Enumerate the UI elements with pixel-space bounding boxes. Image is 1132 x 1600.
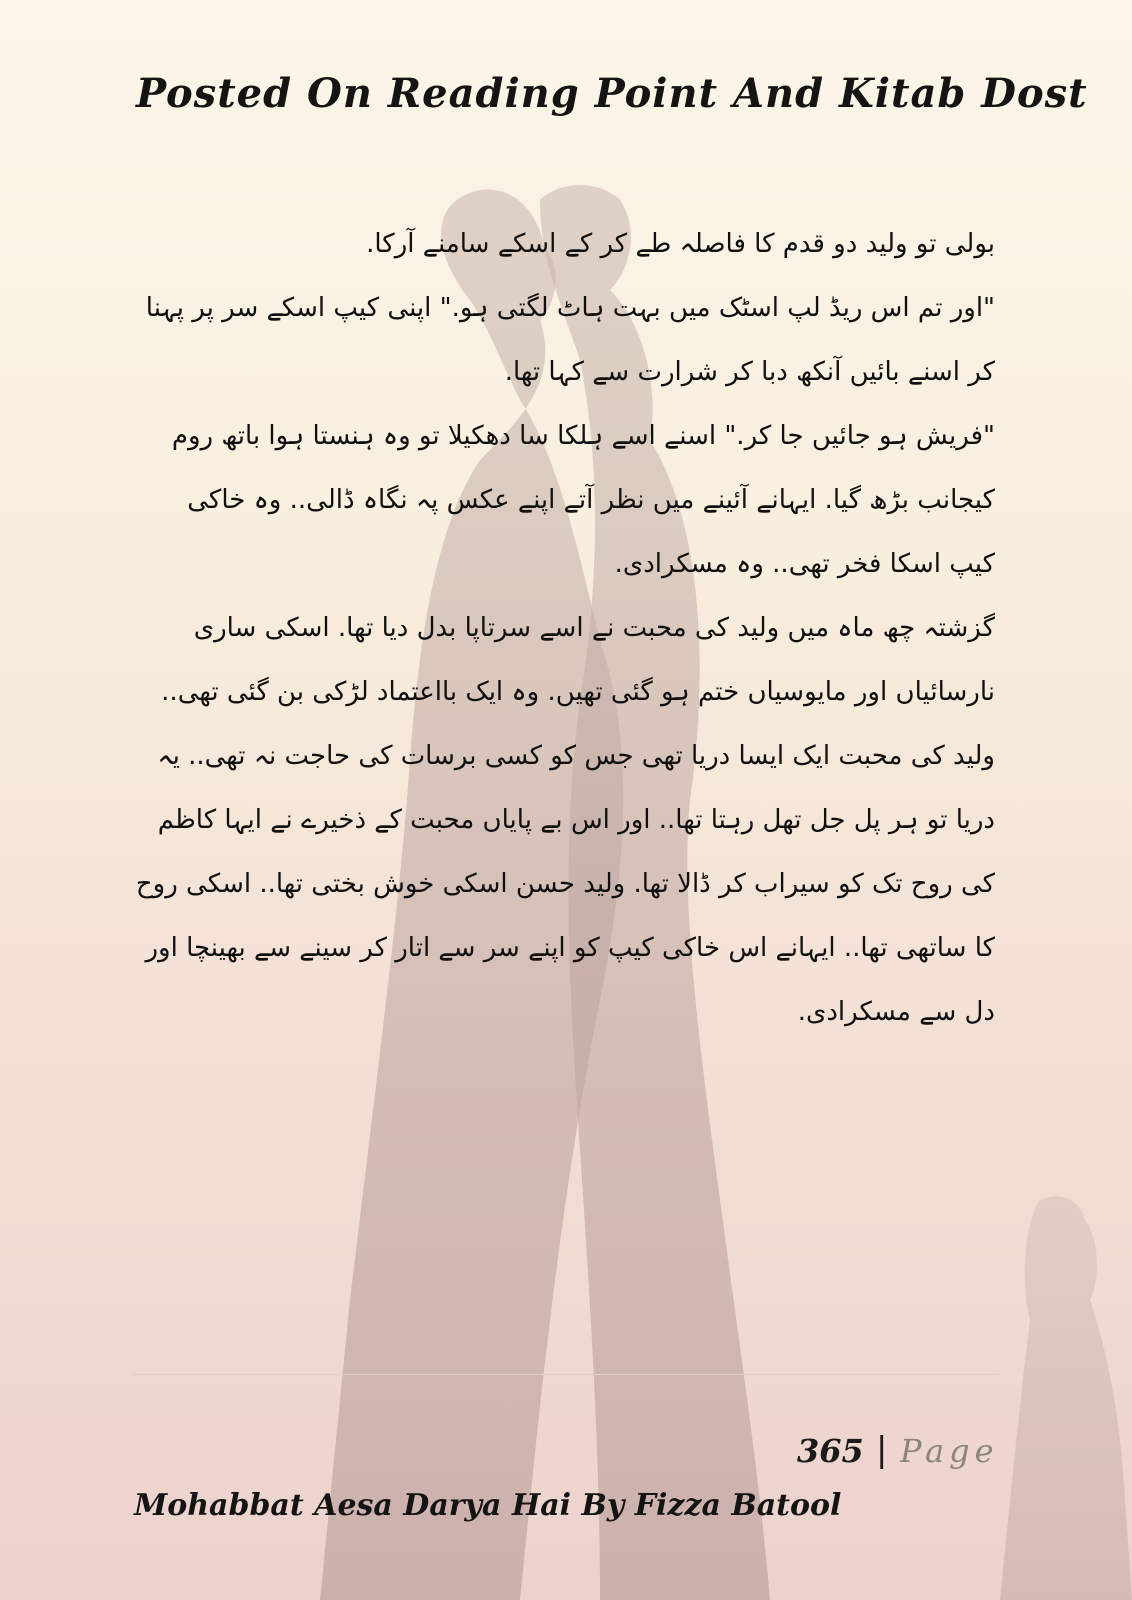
paragraph: "اور تم اس ریڈ لپ اسٹک میں بہت ہاٹ لگتی ہو." اپنی کیپ اسکے سر پر پہنا کر اسنے بائیں آنکھ دبا کر شرارت سے کہا تھا. xyxy=(145,293,995,387)
page-label: Page xyxy=(900,1432,999,1470)
paragraph: "فریش ہو جائیں جا کر." اسنے اسے ہلکا سا دھکیلا تو وہ ہنستا ہوا باتھ روم کیجانب بڑھ گیا. ایہانے آئینے میں نظر آتے اپنے عکس پہ نگاہ ڈالی.. وہ خاکی کیپ اسکا فخر تھی.. وہ مسکرادی. xyxy=(171,421,995,579)
page-separator: | xyxy=(876,1430,888,1470)
paragraph: بولی تو ولید دو قدم کا فاصلہ طے کر کے اسکے سامنے آرکا. xyxy=(366,229,995,259)
footer-title: Mohabbat Aesa Darya Hai By Fizza Batool xyxy=(134,1488,842,1523)
body-text xyxy=(135,212,995,1044)
paragraph: گزشتہ چھ ماہ میں ولید کی محبت نے اسے سرتاپا بدل دیا تھا. اسکی ساری نارسائیاں اور مایوسیاں ختم ہو گئی تھیں. وہ ایک بااعتماد لڑکی بن گئی تھی.. ولید کی محبت ایک ایسا دریا تھی جس کو کسی برسات کی حاجت نہ تھی.. یہ دریا تو ہر پل جل تھل رہتا تھا.. اور اس بے پایاں محبت کے ذخیرے نے ایہا کاظم کی روح تک کو سیراب کر ڈالا تھا. ولید حسن اسکی خوش بختی تھا.. اسکی روح کا ساتھی تھا.. ایہانے اس خاکی کیپ کو اپنے سر سے اتار کر سینے سے بھینچا اور دل سے مسکرادی. xyxy=(135,613,995,1027)
page-number: 365 xyxy=(797,1432,864,1470)
header-title: Posted On Reading Point And Kitab Dost xyxy=(136,70,1088,117)
footer-divider xyxy=(133,1374,998,1375)
